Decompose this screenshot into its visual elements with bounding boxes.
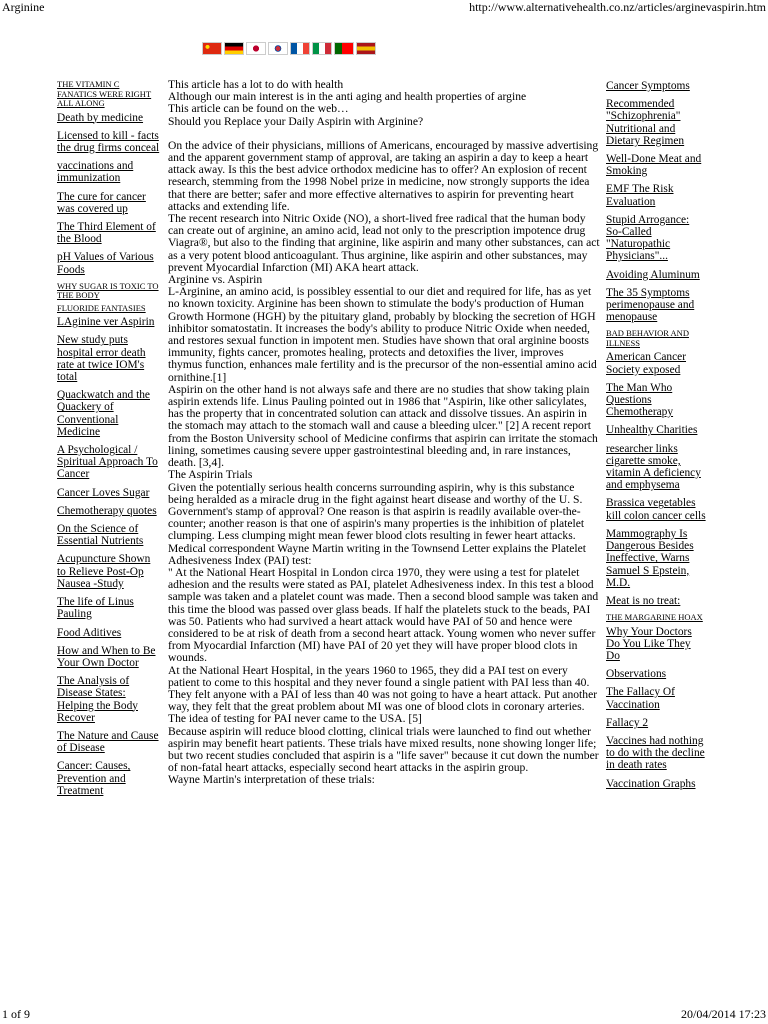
article-paragraph: L-Arginine, an amino acid, is possibley essential to our diet and required for life, has as yet no known toxicity. Arginine has been shown to stimulate the body's production of Human Growth Hormone (HGH) by the pituitary gland, probably by blocking the secretion of HGH inhibitor somatostatin. It increases the body's ability to produce Nitric Oxide when needed, and restores sexual function in impotent men. Studies have shown that oral arginine boosts immunity, fights cancer, promotes healing, protects and detoxifies the liver, improves thymus function, enhances male fertility and is the precursor of the non-essential amino acid ornithine.[1] bbox=[168, 285, 597, 384]
right_links-link[interactable]: Stupid Arrogance: So-Called "Naturopathic Physicians"... bbox=[606, 213, 690, 263]
left_links-link[interactable]: Cancer Loves Sugar bbox=[57, 486, 150, 499]
left_links-link[interactable]: A Psychological / Spiritual Approach To Cancer bbox=[57, 444, 158, 481]
right_links-link[interactable]: Cancer Symptoms bbox=[606, 80, 690, 92]
right_links-link[interactable]: Vaccination Graphs bbox=[606, 777, 696, 790]
right_links-link[interactable]: Vaccines had nothing to do with the decline in death rates bbox=[606, 735, 705, 772]
right_links-link[interactable]: Mammography Is Dangerous Besides Ineffective, Warns Samuel S Epstein, M.D. bbox=[606, 527, 694, 589]
page-number: 1 of 9 bbox=[2, 1007, 30, 1021]
article-paragraph: Because aspirin will reduce blood clotting, clinical trials were launched to find out whether aspirin may benefit heart patients. These trials have mixed results, none showing longer life; but two recent studies concluded that aspirin is a "life saver" because it cut down the number of non-fatal heart attacks, especially second heart attacks in the aspirin group. bbox=[168, 724, 599, 775]
flag-germany-icon[interactable] bbox=[224, 42, 244, 55]
flag-italy-icon[interactable] bbox=[312, 42, 332, 55]
flag-korea-icon[interactable] bbox=[268, 42, 288, 55]
language-flags bbox=[202, 42, 376, 55]
article-paragraph: The recent research into Nitric Oxide (NO), a short-lived free radical that the human body can create out of arginine, an amino acid, lead not only to the prescription impotence drug Viagra®, but also to the finding that arginine, like aspirin and many other substances, can act as a very potent blood anticoagulant. Thus arginine, like aspirin and other substances, may prevent Myocardial Infarction (MI) AKA heart attack. bbox=[168, 212, 600, 274]
article-paragraph: " At the National Heart Hospital in London circa 1970, they were using a test for platelet adhesion and the results were stated as PAI, platelet Adhesiveness index. In this test a blood sample was taken and a platelet count was made. Then a second blood sample was taken and this time the blood was passed over glass beads. If half the platelets stuck to the beads, PAI was 50. Patients who had survived a heart attack would have PAI of 50 and hence were considered to be at risk of death from a second heart attack. Young women who never suffer from Myocardial Infarction (MI) have PAI of 20 yet they will have proper blood clots in wounds. bbox=[168, 565, 599, 665]
right_links-link[interactable]: The Fallacy Of Vaccination bbox=[606, 686, 675, 711]
left_links-link[interactable]: Quackwatch and the Quackery of Conventional Medicine bbox=[57, 389, 150, 438]
left_links-link[interactable]: The Analysis of Disease States: Helping the Body Recover bbox=[57, 675, 138, 724]
right_links-link[interactable]: American Cancer Society exposed bbox=[606, 351, 687, 376]
left_links-link[interactable]: The Nature and Cause of Disease bbox=[57, 729, 159, 755]
right_links-link[interactable]: Observations bbox=[606, 668, 667, 681]
article-paragraph: This article has a lot to do with health bbox=[168, 78, 344, 91]
left_links-link[interactable]: The life of Linus Pauling bbox=[57, 596, 134, 621]
paragraph-gap bbox=[168, 128, 600, 140]
page-url: http://www.alternativehealth.co.nz/articles/arginevaspirin.htm bbox=[469, 0, 766, 14]
left_links-link[interactable]: On the Science of Essential Nutrients bbox=[57, 523, 144, 548]
left_links-link[interactable]: FLUORIDE FANTASIES bbox=[57, 302, 146, 313]
left_links-link[interactable]: Death by medicine bbox=[57, 111, 144, 124]
article-paragraph: Aspirin on the other hand is not always safe and there are no studies that show taking plain aspirin extends life. Linus Pauling pointed out in 1986 that "Aspirin, like other salicylates, has the property that in concentrated solution can attack and dissolve tissues. An aspirin in the stomach may attach to the stomach wall and cause a bleeding ulcer." [2] A recent report from the Boston University school of Medicine confirms that aspirin can irritate the stomach lining, sometimes causing severe upper gastrointestinal bleeding and, in rare instances, death. [3,4]. bbox=[168, 382, 598, 470]
print-header bbox=[0, 0, 768, 14]
left_links-link[interactable]: New study puts hospital error death rate at twice IOM's total bbox=[57, 334, 146, 384]
article-paragraph: Arginine vs. Aspirin bbox=[168, 273, 263, 287]
article-paragraph: The idea of testing for PAI never came to the USA. [5] bbox=[168, 712, 422, 726]
flag-portugal-icon[interactable] bbox=[334, 42, 354, 55]
right_links-link[interactable]: Avoiding Aluminum bbox=[606, 268, 700, 281]
right_links-link[interactable]: EMF The Risk Evaluation bbox=[606, 183, 674, 208]
article-paragraph: Given the potentially serious health concerns surrounding aspirin, why is this substance being heralded as a miracle drug in the fight against heart disease and worthy of the U. S. Government's stamp of approval? One reason is that aspirin is readily available over-the-counter; another reason is that one of aspirin's many properties is the inhibition of platelet clumping. Less clumping might mean fewer blood clots resulting in fewer heart attacks. Medical correspondent Wayne Martin writing in the Townsend Letter explains the Platelet Adhesiveness Index (PAI) test: bbox=[168, 480, 586, 567]
article-paragraph: This article can be found on the web… bbox=[168, 102, 349, 116]
article-paragraph: At the National Heart Hospital, in the years 1960 to 1965, they did a PAI test on every patient to come to this hospital and they never found a single patient with PAI less than 40. They felt anyone with a PAI of less than 40 was not going to have a heart attack. Put another way, they felt that the great problem about MI was one of blood clots in coronary arteries. bbox=[168, 663, 598, 714]
left_links-link[interactable]: The cure for cancer was covered up bbox=[57, 190, 146, 215]
article-paragraph: Wayne Martin's interpretation of these trials: bbox=[168, 773, 375, 787]
right_links-link[interactable]: Fallacy 2 bbox=[606, 716, 649, 729]
left_links-link[interactable]: Acupuncture Shown to Relieve Post-Op Nausea -Study bbox=[57, 553, 151, 590]
print-footer bbox=[0, 1008, 768, 1024]
article-paragraph: Should you Replace your Daily Aspirin with Arginine? bbox=[168, 114, 424, 128]
right_links-link[interactable]: The 35 Symptoms perimenopause and menopause bbox=[606, 286, 695, 324]
article-paragraph: On the advice of their physicians, millions of Americans, encouraged by massive advertising and the apparent government stamp of approval, are taking an aspirin a day to keep a heart attack away. Is this the best advice orthodox medicine has to offer? An explosion of recent research, stemming from the 1998 Nobel prize in medicine, now strongly supports the idea that there are better; safer and more effective alternatives to aspirin for preventing heart attacks and extending life. bbox=[168, 138, 599, 213]
right_links-link[interactable]: researcher links cigarette smoke, vitamin A deficiency and emphysema bbox=[606, 442, 701, 492]
right_links-link[interactable]: Why Your Doctors Do You Like They Do bbox=[606, 625, 692, 663]
flag-japan-icon[interactable] bbox=[246, 42, 266, 55]
left_links-link[interactable]: LAginine ver Aspirin bbox=[57, 316, 155, 329]
flag-spain-icon[interactable] bbox=[356, 42, 376, 55]
article-paragraph: The Aspirin Trials bbox=[168, 468, 253, 482]
right_links-link[interactable]: Meat is no treat: bbox=[606, 594, 681, 607]
left_links-link[interactable]: How and When to Be Your Own Doctor bbox=[57, 644, 156, 669]
right_links-link[interactable]: The Man Who Questions Chemotherapy bbox=[606, 381, 674, 419]
right_links-link[interactable]: Brassica vegetables kill colon cancer cells bbox=[606, 497, 706, 522]
page-title: Arginine bbox=[2, 0, 45, 14]
right_links-link[interactable]: BAD BEHAVIOR AND ILLNESS bbox=[606, 328, 689, 348]
right-link-column bbox=[606, 80, 706, 796]
left_links-link[interactable]: The Third Element of the Blood bbox=[57, 220, 156, 246]
print-datetime: 20/04/2014 17:23 bbox=[680, 1007, 766, 1021]
left_links-link[interactable]: Food Aditives bbox=[57, 626, 122, 639]
left_links-link[interactable]: WHY SUGAR IS TOXIC TO THE BODY bbox=[57, 280, 159, 301]
flag-france-icon[interactable] bbox=[290, 42, 310, 55]
left_links-link[interactable]: Licensed to kill - facts the drug firms conceal bbox=[57, 129, 160, 154]
left_links-link[interactable]: pH Values of Various Foods bbox=[57, 251, 154, 276]
article-paragraph: Although our main interest is in the anti aging and health properties of argine bbox=[168, 90, 527, 104]
right_links-link[interactable]: THE MARGARINE HOAX bbox=[606, 612, 703, 623]
right_links-link[interactable]: Recommended "Schizophrenia" Nutritional and Dietary Regimen bbox=[606, 98, 685, 147]
left_links-link[interactable]: Cancer: Causes, Prevention and Treatment bbox=[57, 760, 131, 797]
right_links-link[interactable]: Unhealthy Charities bbox=[606, 424, 698, 437]
left-link-column bbox=[57, 80, 160, 803]
left_links-link[interactable]: Chemotherapy quotes bbox=[57, 504, 157, 517]
left_links-link[interactable]: vaccinations and immunization bbox=[57, 160, 134, 185]
right_links-link[interactable]: Well-Done Meat and Smoking bbox=[606, 153, 702, 178]
flag-china-icon[interactable] bbox=[202, 42, 222, 55]
article-body bbox=[168, 79, 600, 787]
left_links-link[interactable]: THE VITAMIN C FANATICS WERE RIGHT ALL ALONG bbox=[57, 79, 152, 108]
